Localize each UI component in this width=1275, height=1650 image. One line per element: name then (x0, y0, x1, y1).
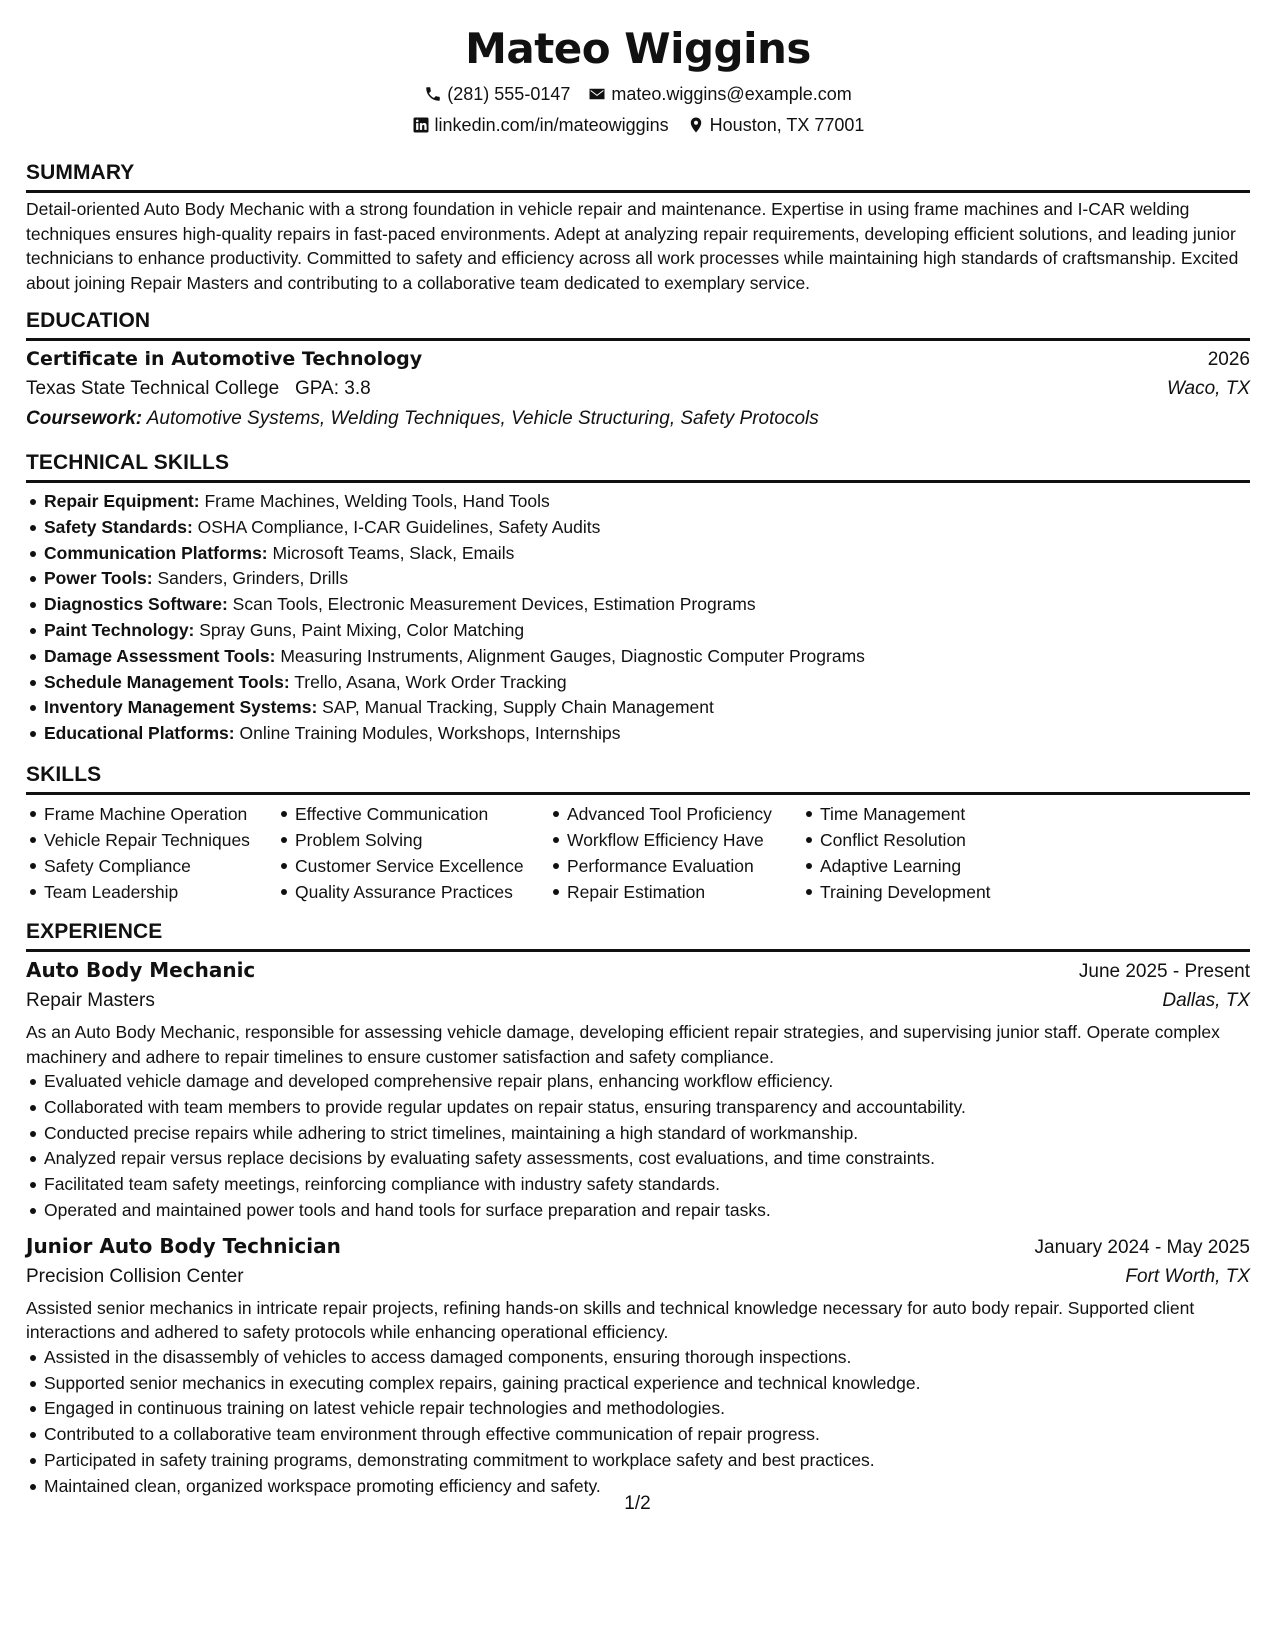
skill-values: Trello, Asana, Work Order Tracking (294, 671, 567, 692)
job-description: Assisted senior mechanics in intricate repair projects, refining hands-on skills and technical knowledge necessary for auto body repair. Supported client interactions and adhered to safety protocols while enhancing operational efficiency. (26, 1297, 1195, 1343)
technical-skills-divider (26, 480, 1250, 483)
experience-heading: EXPERIENCE (26, 920, 163, 943)
school-info (26, 374, 371, 404)
skills-column (549, 801, 802, 905)
list-item: Collaborated with team members to provide regular updates on repair status, ensuring transparency and accountability. (44, 1095, 1250, 1121)
coursework-label: Coursework: (26, 408, 143, 429)
skill-values: Microsoft Teams, Slack, Emails (272, 542, 515, 563)
phone-number: (281) 555-0147 (447, 84, 571, 104)
job-description: As an Auto Body Mechanic, responsible for assessing vehicle damage, developing efficient repair strategies, and supervising junior staff. Operate complex machinery and adhere to repair timelines to ensure customer satisfaction and safety compliance. (26, 1022, 1220, 1067)
list-item (44, 670, 1250, 696)
coursework (26, 404, 1250, 434)
skills-grid (26, 801, 1250, 905)
job-dates: January 2024 - May 2025 (1034, 1236, 1250, 1258)
linkedin-icon (412, 116, 430, 134)
skill-category: Educational Platforms: (44, 723, 235, 744)
list-item: Contributed to a collaborative team environment through effective communication of repair progress. (44, 1422, 1250, 1448)
education-section (26, 308, 1250, 434)
list-item: Training Development (820, 879, 1040, 905)
contact-phone[interactable] (424, 82, 570, 106)
list-item: Safety Compliance (44, 853, 277, 879)
summary-section (26, 160, 1250, 295)
list-item: Advanced Tool Proficiency (567, 801, 802, 827)
experience-section (26, 919, 1250, 1500)
list-item: Conducted precise repairs while adhering to strict timelines, maintaining a high standard of workmanship. (44, 1121, 1250, 1147)
education-divider (26, 338, 1250, 341)
skill-category: Inventory Management Systems: (44, 697, 318, 718)
page-number: 1/2 (624, 1493, 651, 1514)
list-item: Conflict Resolution (820, 827, 1040, 853)
company-name: Repair Masters (26, 990, 155, 1011)
skill-values: SAP, Manual Tracking, Supply Chain Management (322, 697, 714, 718)
skill-category: Schedule Management Tools: (44, 671, 290, 692)
resume-page (26, 0, 1250, 1496)
list-item: Operated and maintained power tools and hand tools for surface preparation and repair tasks. (44, 1198, 1250, 1224)
list-item: Team Leadership (44, 879, 277, 905)
skill-category: Safety Standards: (44, 516, 193, 537)
education-heading: EDUCATION (26, 309, 151, 332)
technical-skills-heading: TECHNICAL SKILLS (26, 451, 230, 474)
job-header (26, 956, 1250, 986)
technical-skills-list (26, 489, 1250, 747)
list-item: Engaged in continuous training on latest vehicle repair technologies and methodologies. (44, 1396, 1250, 1422)
list-item: Assisted in the disassembly of vehicles to access damaged components, ensuring thorough inspections. (44, 1345, 1250, 1371)
list-item: Time Management (820, 801, 1040, 827)
job-bullets (26, 1345, 1250, 1500)
gpa: GPA: 3.8 (294, 378, 371, 399)
degree-title: Certificate in Automotive Technology (26, 348, 423, 370)
contact-row-1 (26, 82, 1250, 106)
job-title: Auto Body Mechanic (26, 958, 256, 982)
list-item (44, 695, 1250, 721)
skills-column (277, 801, 549, 905)
location-text: Houston, TX 77001 (709, 115, 865, 135)
candidate-name: Mateo Wiggins (465, 24, 811, 73)
job-location: Dallas, TX (1162, 990, 1250, 1011)
contact-email[interactable] (588, 82, 851, 106)
graduation-year: 2026 (1207, 349, 1250, 370)
job-location: Fort Worth, TX (1125, 1265, 1250, 1287)
summary-heading: SUMMARY (26, 161, 135, 184)
skill-category: Paint Technology: (44, 619, 195, 640)
job-sub (26, 986, 1250, 1016)
list-item: Customer Service Excellence (295, 853, 549, 879)
skill-values: Sanders, Grinders, Drills (157, 568, 349, 589)
list-item: Workflow Efficiency Have (567, 827, 802, 853)
list-item: Supported senior mechanics in executing complex repairs, gaining practical experience and technical knowledge. (44, 1371, 1250, 1397)
skills-divider (26, 792, 1250, 795)
skills-section (26, 762, 1250, 905)
coursework-list: Automotive Systems, Welding Techniques, Vehicle Structuring, Safety Protocols (146, 408, 819, 429)
skills-column (802, 801, 1040, 905)
phone-icon (424, 85, 442, 103)
skill-values: Spray Guns, Paint Mixing, Color Matching (199, 619, 525, 640)
resume-header (26, 22, 1250, 137)
list-item (44, 618, 1250, 644)
job-sub (26, 1262, 1250, 1292)
list-item: Adaptive Learning (820, 853, 1040, 879)
list-item: Effective Communication (295, 801, 549, 827)
skill-category: Communication Platforms: (44, 542, 268, 563)
list-item (44, 541, 1250, 567)
education-entry-sub (26, 374, 1250, 404)
company-name: Precision Collision Center (26, 1265, 244, 1287)
list-item (44, 489, 1250, 515)
list-item: Participated in safety training programs, demonstrating commitment to workplace safety and best practices. (44, 1448, 1250, 1474)
job-dates: June 2025 - Present (1078, 961, 1250, 982)
list-item: Evaluated vehicle damage and developed comprehensive repair plans, enhancing workflow efficiency. (44, 1069, 1250, 1095)
contact-row-2 (26, 113, 1250, 137)
list-item (44, 515, 1250, 541)
job-bullets (26, 1069, 1250, 1224)
experience-divider (26, 949, 1250, 952)
list-item: Frame Machine Operation (44, 801, 277, 827)
job-title: Junior Auto Body Technician (26, 1233, 341, 1258)
list-item: Performance Evaluation (567, 853, 802, 879)
list-item: Maintained clean, organized workspace promoting efficiency and safety. (44, 1474, 1250, 1500)
technical-skills-section (26, 450, 1250, 747)
school-location: Waco, TX (1166, 378, 1250, 399)
skill-values: Scan Tools, Electronic Measurement Devices, Estimation Programs (232, 594, 756, 615)
skill-values: Online Training Modules, Workshops, Internships (239, 723, 621, 744)
summary-divider (26, 190, 1250, 193)
linkedin-url: linkedin.com/in/mateowiggins (434, 115, 669, 135)
summary-text: Detail-oriented Auto Body Mechanic with a strong foundation in vehicle repair and maintenance. Expertise in using frame machines and I-CAR welding techniques ensures high-quality repairs in fast-paced environments. Adept at analyzing repair requirements, developing efficient solutions, and leading junior technicians to enhance productivity. Committed to safety and efficiency across all work processes while maintaining high standards of craftsmanship. Excited about joining Repair Masters and contributing to a collaborative team dedicated to exemplary service. (26, 199, 1239, 293)
list-item (44, 566, 1250, 592)
list-item: Repair Estimation (567, 879, 802, 905)
list-item: Quality Assurance Practices (295, 879, 549, 905)
school-name: Texas State Technical College (26, 378, 280, 399)
list-item (44, 721, 1250, 747)
email-address: mateo.wiggins@example.com (611, 84, 852, 104)
contact-location (687, 113, 865, 137)
skill-values: Frame Machines, Welding Tools, Hand Tools (204, 491, 550, 511)
skill-category: Diagnostics Software: (44, 594, 228, 615)
job-header (26, 1232, 1250, 1262)
list-item (44, 592, 1250, 618)
skill-values: OSHA Compliance, I-CAR Guidelines, Safety Audits (197, 516, 601, 537)
skills-column (26, 801, 277, 905)
list-item: Facilitated team safety meetings, reinforcing compliance with industry safety standards. (44, 1172, 1250, 1198)
skill-category: Power Tools: (44, 568, 153, 589)
list-item: Analyzed repair versus replace decisions by evaluating safety assessments, cost evaluations, and time constraints. (44, 1146, 1250, 1172)
map-pin-icon (687, 116, 705, 134)
list-item: Vehicle Repair Techniques (44, 827, 277, 853)
job-entry (26, 1232, 1250, 1500)
skill-category: Damage Assessment Tools: (44, 645, 276, 666)
skills-heading: SKILLS (26, 763, 102, 786)
list-item (44, 644, 1250, 670)
contact-linkedin[interactable] (412, 113, 669, 137)
list-item: Problem Solving (295, 827, 549, 853)
skill-category: Repair Equipment: (44, 491, 200, 511)
skill-values: Measuring Instruments, Alignment Gauges, Diagnostic Computer Programs (280, 645, 865, 666)
envelope-icon (588, 85, 606, 103)
education-entry-header (26, 345, 1250, 374)
job-entry (26, 956, 1250, 1224)
